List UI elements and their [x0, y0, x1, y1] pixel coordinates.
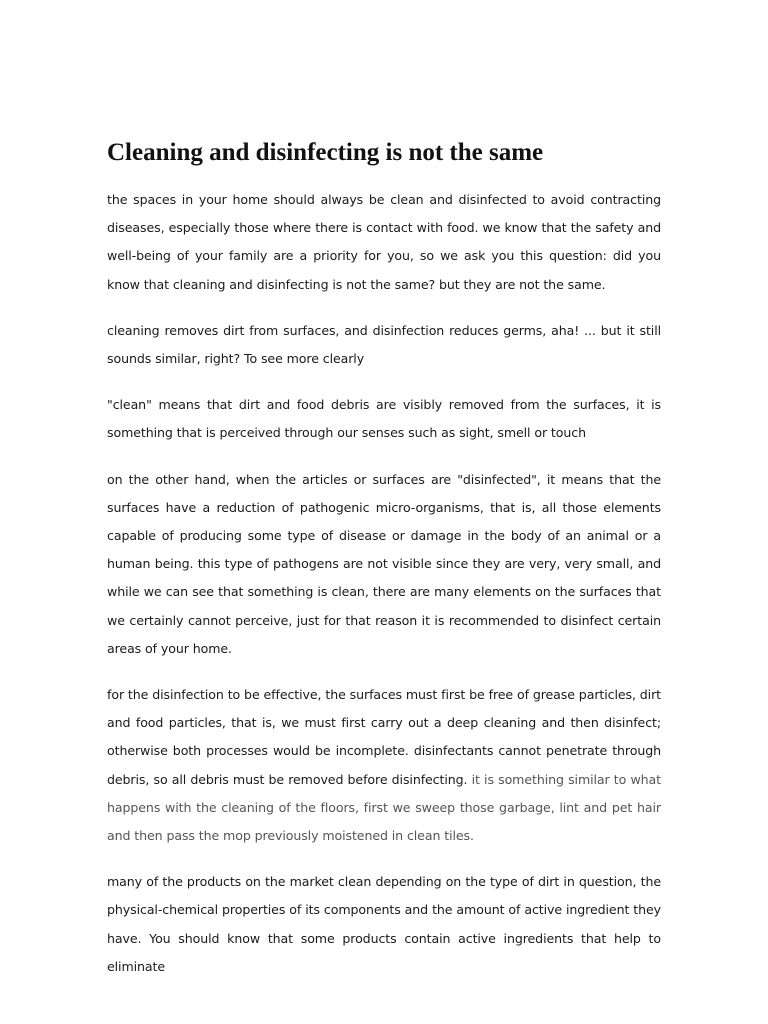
- paragraph-5-main: for the disinfection to be effective, the surfaces must first be free of grease particles, dirt and food particles, that is, we must first carry out a deep cleaning and then disinfect; otherwise both processes would be incomplete. disinfectants cannot penetrate through debris, so all debris must be removed before disinfecting.: [107, 687, 661, 787]
- paragraph-5-continued: it is something similar to what happens with the cleaning of the floors, first we sweep those garbage, lint and pet hair and then pass the mop previously moistened in clean tiles.: [107, 771, 661, 844]
- paragraph-5: [107, 681, 661, 850]
- document-title: Cleaning and disinfecting is not the same: [107, 139, 544, 166]
- paragraph-2: cleaning removes dirt from surfaces, and disinfection reduces germs, aha! ... but it still sounds similar, right? To see more clearly: [107, 322, 661, 367]
- paragraph-4: on the other hand, when the articles or surfaces are "disinfected", it means that the surfaces have a reduction of pathogenic micro-organisms, that is, all those elements capable of producing some type of disease or damage in the body of an animal or a human being. this type of pathogens are not visible since they are very, very small, and while we can see that something is clean, there are many elements on the surfaces that we certainly cannot perceive, just for that reason it is recommended to disinfect certain areas of your home.: [107, 471, 661, 656]
- document-page: [107, 140, 661, 999]
- paragraph-1: the spaces in your home should always be clean and disinfected to avoid contracting diseases, especially those where there is contact with food. we know that the safety and well-being of your family are a priority for you, so we ask you this question: did you know that cleaning and disinfecting is not the same? but they are not the same.: [107, 192, 661, 292]
- paragraph-3: "clean" means that dirt and food debris are visibly removed from the surfaces, it is something that is perceived through our senses such as sight, smell or touch: [107, 397, 661, 441]
- paragraph-6: many of the products on the market clean depending on the type of dirt in question, the physical-chemical properties of its components and the amount of active ingredient they have. You should know that some products contain active ingredients that help to eliminate: [107, 874, 661, 974]
